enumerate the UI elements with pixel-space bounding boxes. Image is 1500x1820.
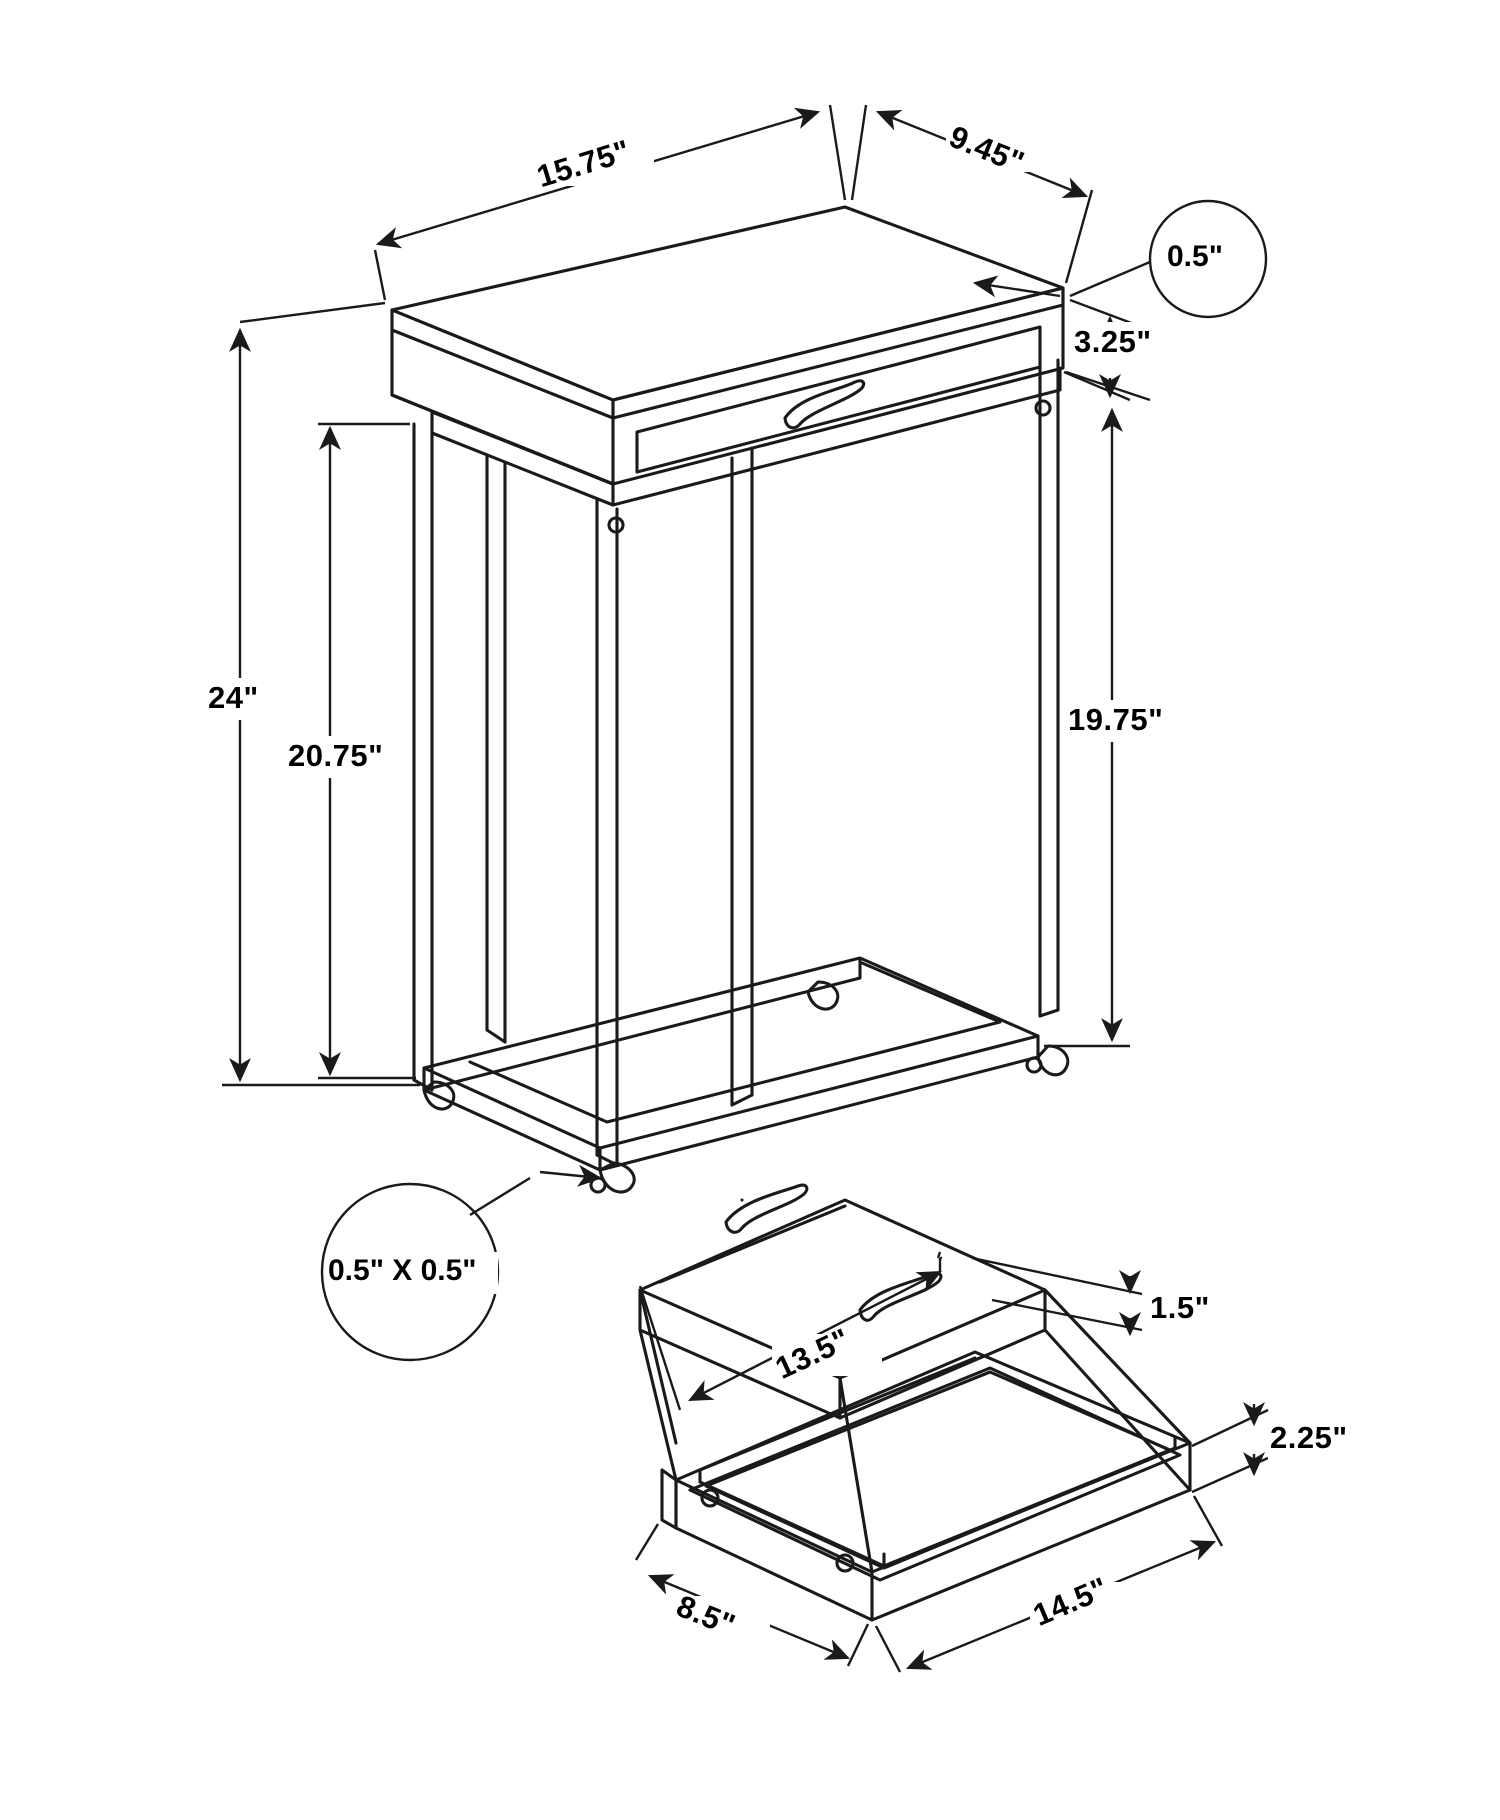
dim-drawer-side-height: 2.25" [1270,1420,1348,1455]
dim-frame-height: 20.75" [288,738,384,773]
callout-tube-profile: 0.5" X 0.5" [328,1254,477,1287]
dim-drawer-front-height: 3.25" [1074,324,1152,359]
dim-drawer-inner-width: 13.5" [770,1321,856,1386]
table-assembly-geometry [392,207,1068,1192]
dim-drawer-back-height: 1.5" [1150,1290,1210,1325]
dim-drawer-outer-width: 14.5" [1028,1570,1114,1633]
callout-top-thickness: 0.5" [1167,240,1223,273]
dim-top-width: 15.75" [532,132,635,195]
drawer-detail-geometry [640,1185,1190,1620]
dim-top-depth: 9.45" [944,118,1030,181]
dim-right-frame-height: 19.75" [1068,702,1164,737]
dim-overall-height: 24" [208,680,259,715]
dim-drawer-depth: 8.5" [671,1588,741,1643]
